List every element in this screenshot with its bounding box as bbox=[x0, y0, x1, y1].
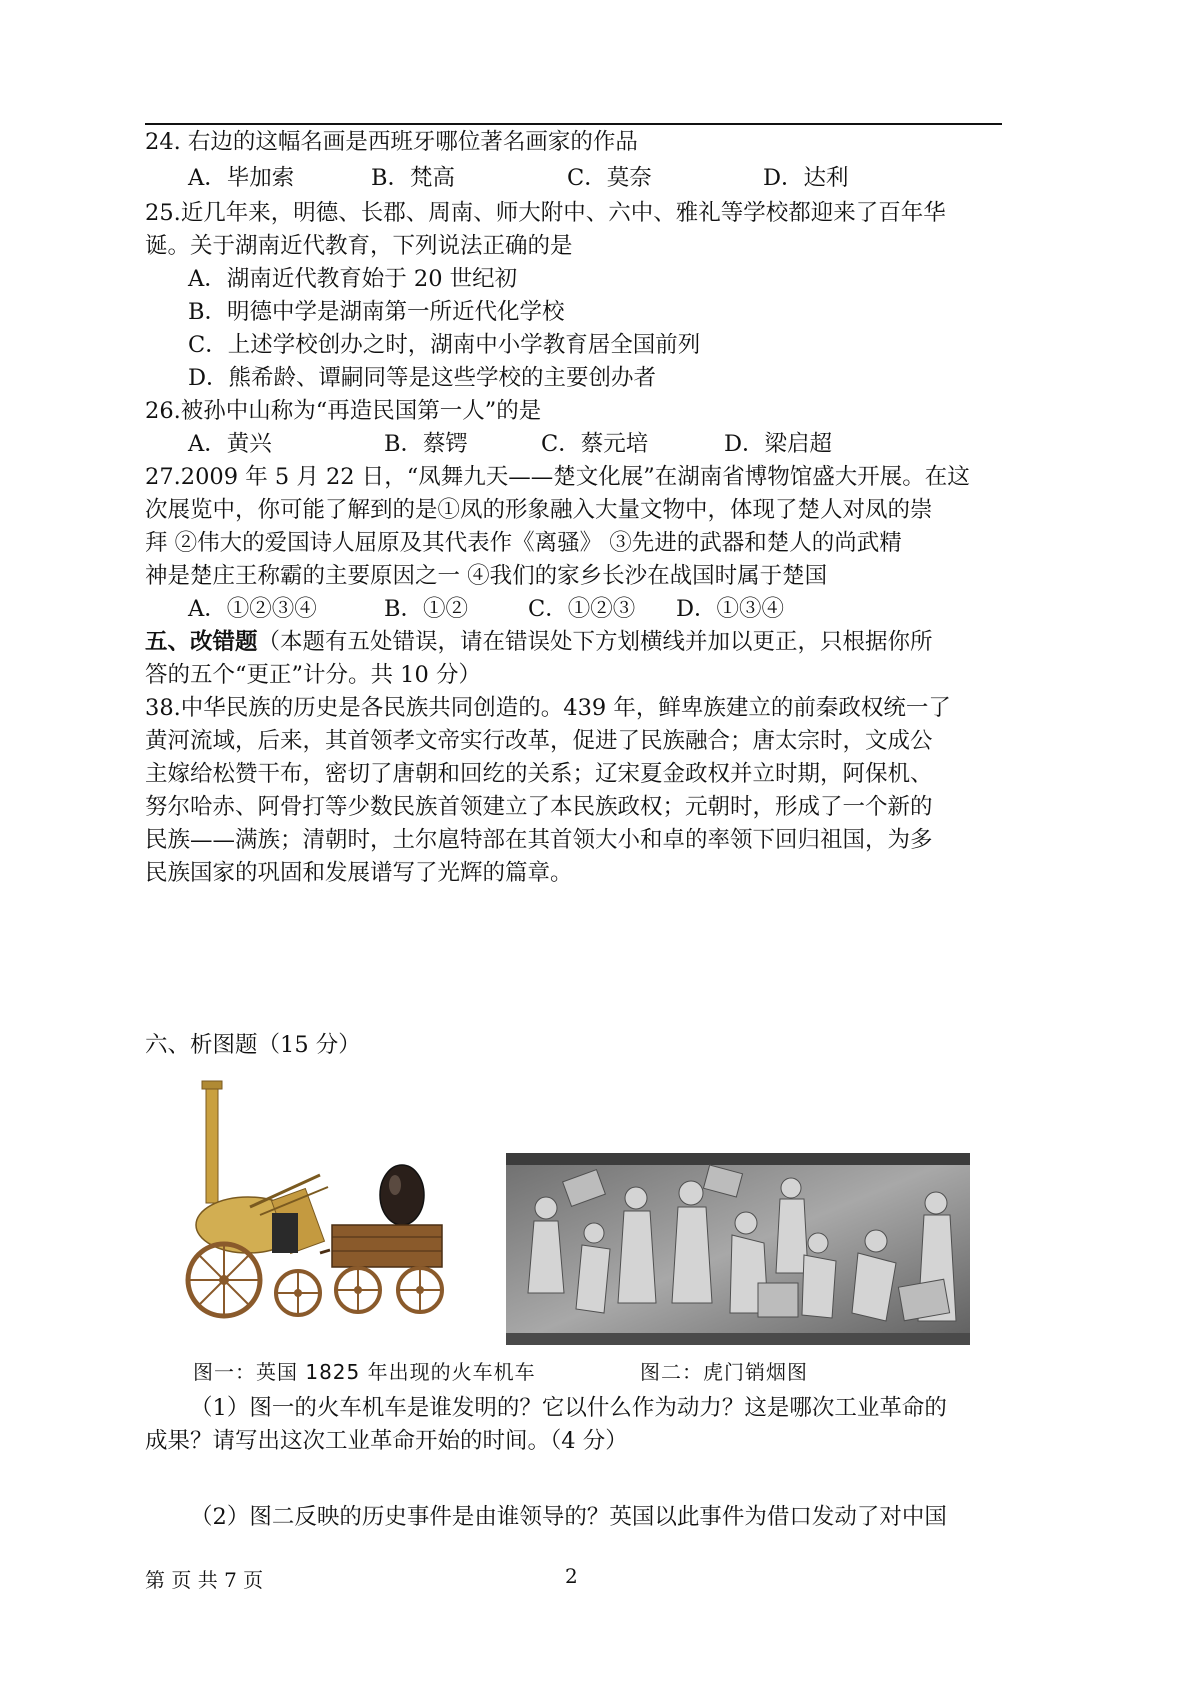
q38-line-6: 民族国家的巩固和发展谱写了光辉的篇章。 bbox=[145, 860, 573, 886]
q27-option-a: A．①②③④ bbox=[188, 596, 317, 622]
locomotive-illustration bbox=[180, 1075, 455, 1340]
section6-title: 六、析图题（15 分） bbox=[145, 1032, 361, 1058]
q27-option-b: B．①② bbox=[384, 596, 469, 622]
q27-option-d: D．①③④ bbox=[676, 596, 785, 622]
figure2-caption: 图二：虎门销烟图 bbox=[640, 1360, 808, 1384]
q25-option-c: C．上述学校创办之时，湖南中小学教育居全国前列 bbox=[188, 332, 701, 358]
q26-stem: 26.被孙中山称为“再造民国第一人”的是 bbox=[145, 398, 542, 424]
q27-options bbox=[188, 594, 784, 624]
q38-line-4: 努尔哈赤、阿骨打等少数民族首领建立了本民族政权；元朝时，形成了一个新的 bbox=[145, 794, 933, 820]
q26-option-a: A．黄兴 bbox=[188, 431, 272, 457]
q25-option-a: A．湖南近代教育始于 20 世纪初 bbox=[188, 266, 518, 292]
footer-page-number: 2 bbox=[565, 1564, 578, 1588]
q25-stem-line-1: 25.近几年来，明德、长郡、周南、师大附中、六中、雅礼等学校都迎来了百年华 bbox=[145, 200, 946, 226]
q38-line-3: 主嫁给松赞干布，密切了唐朝和回纥的关系；辽宋夏金政权并立时期，阿保机、 bbox=[145, 761, 933, 787]
section5-desc-line-2: 答的五个“更正”计分。共 10 分） bbox=[145, 662, 481, 688]
q27-line-3: 拜 ②伟大的爱国诗人屈原及其代表作《离骚》 ③先进的武器和楚人的尚武精 bbox=[145, 530, 902, 556]
q27-option-c: C．①②③ bbox=[528, 596, 636, 622]
section5-heading bbox=[145, 627, 933, 657]
q25-stem-line-2: 诞。关于湖南近代教育，下列说法正确的是 bbox=[145, 233, 573, 259]
q25-option-d: D．熊希龄、谭嗣同等是这些学校的主要创办者 bbox=[188, 365, 657, 391]
footer-page-count: 第 页 共 7 页 bbox=[145, 1568, 264, 1592]
section5-title: 五、改错题 bbox=[145, 629, 258, 655]
figure1-caption: 图一：英国 1825 年出现的火车机车 bbox=[193, 1360, 536, 1384]
q24-options bbox=[188, 163, 849, 193]
q38-line-1: 38.中华民族的历史是各民族共同创造的。439 年，鲜卑族建立的前秦政权统一了 bbox=[145, 695, 951, 721]
q38-line-5: 民族——满族；清朝时，土尔扈特部在其首领大小和卓的率领下回归祖国，为多 bbox=[145, 827, 933, 853]
section6-q1-line-1: （1）图一的火车机车是谁发明的？它以什么作为动力？这是哪次工业革命的 bbox=[190, 1395, 947, 1421]
q26-option-c: C．蔡元培 bbox=[541, 431, 649, 457]
locomotive-image bbox=[180, 1075, 455, 1340]
q26-option-b: B．蔡锷 bbox=[384, 431, 469, 457]
q27-line-4: 神是楚庄王称霸的主要原因之一 ④我们的家乡长沙在战国时属于楚国 bbox=[145, 563, 828, 589]
section6-q2-line-1: （2）图二反映的历史事件是由谁领导的？英国以此事件为借口发动了对中国 bbox=[190, 1504, 947, 1530]
q24-option-a: A．毕加索 bbox=[188, 165, 295, 191]
q24-option-c: C．莫奈 bbox=[567, 165, 652, 191]
humen-relief-image bbox=[506, 1153, 970, 1345]
q24-stem: 24. 右边的这幅名画是西班牙哪位著名画家的作品 bbox=[145, 129, 638, 155]
q26-options bbox=[188, 429, 832, 459]
q27-line-2: 次展览中，你可能了解到的是①凤的形象融入大量文物中，体现了楚人对凤的崇 bbox=[145, 497, 933, 523]
section5-desc-line-1: （本题有五处错误，请在错误处下方划横线并加以更正，只根据你所 bbox=[257, 629, 933, 655]
q25-option-b: B．明德中学是湖南第一所近代化学校 bbox=[188, 299, 565, 325]
q24-option-d: D．达利 bbox=[763, 165, 849, 191]
humen-relief-illustration bbox=[506, 1153, 970, 1345]
q24-option-b: B．梵高 bbox=[371, 165, 456, 191]
q38-line-2: 黄河流域，后来，其首领孝文帝实行改革，促进了民族融合；唐太宗时，文成公 bbox=[145, 728, 933, 754]
q26-option-d: D．梁启超 bbox=[724, 431, 833, 457]
section6-q1-line-2: 成果？请写出这次工业革命开始的时间。（4 分） bbox=[145, 1428, 628, 1454]
q27-line-1: 27.2009 年 5 月 22 日，“凤舞九天——楚文化展”在湖南省博物馆盛大开展。在这 bbox=[145, 464, 970, 490]
header-rule bbox=[145, 123, 1002, 125]
